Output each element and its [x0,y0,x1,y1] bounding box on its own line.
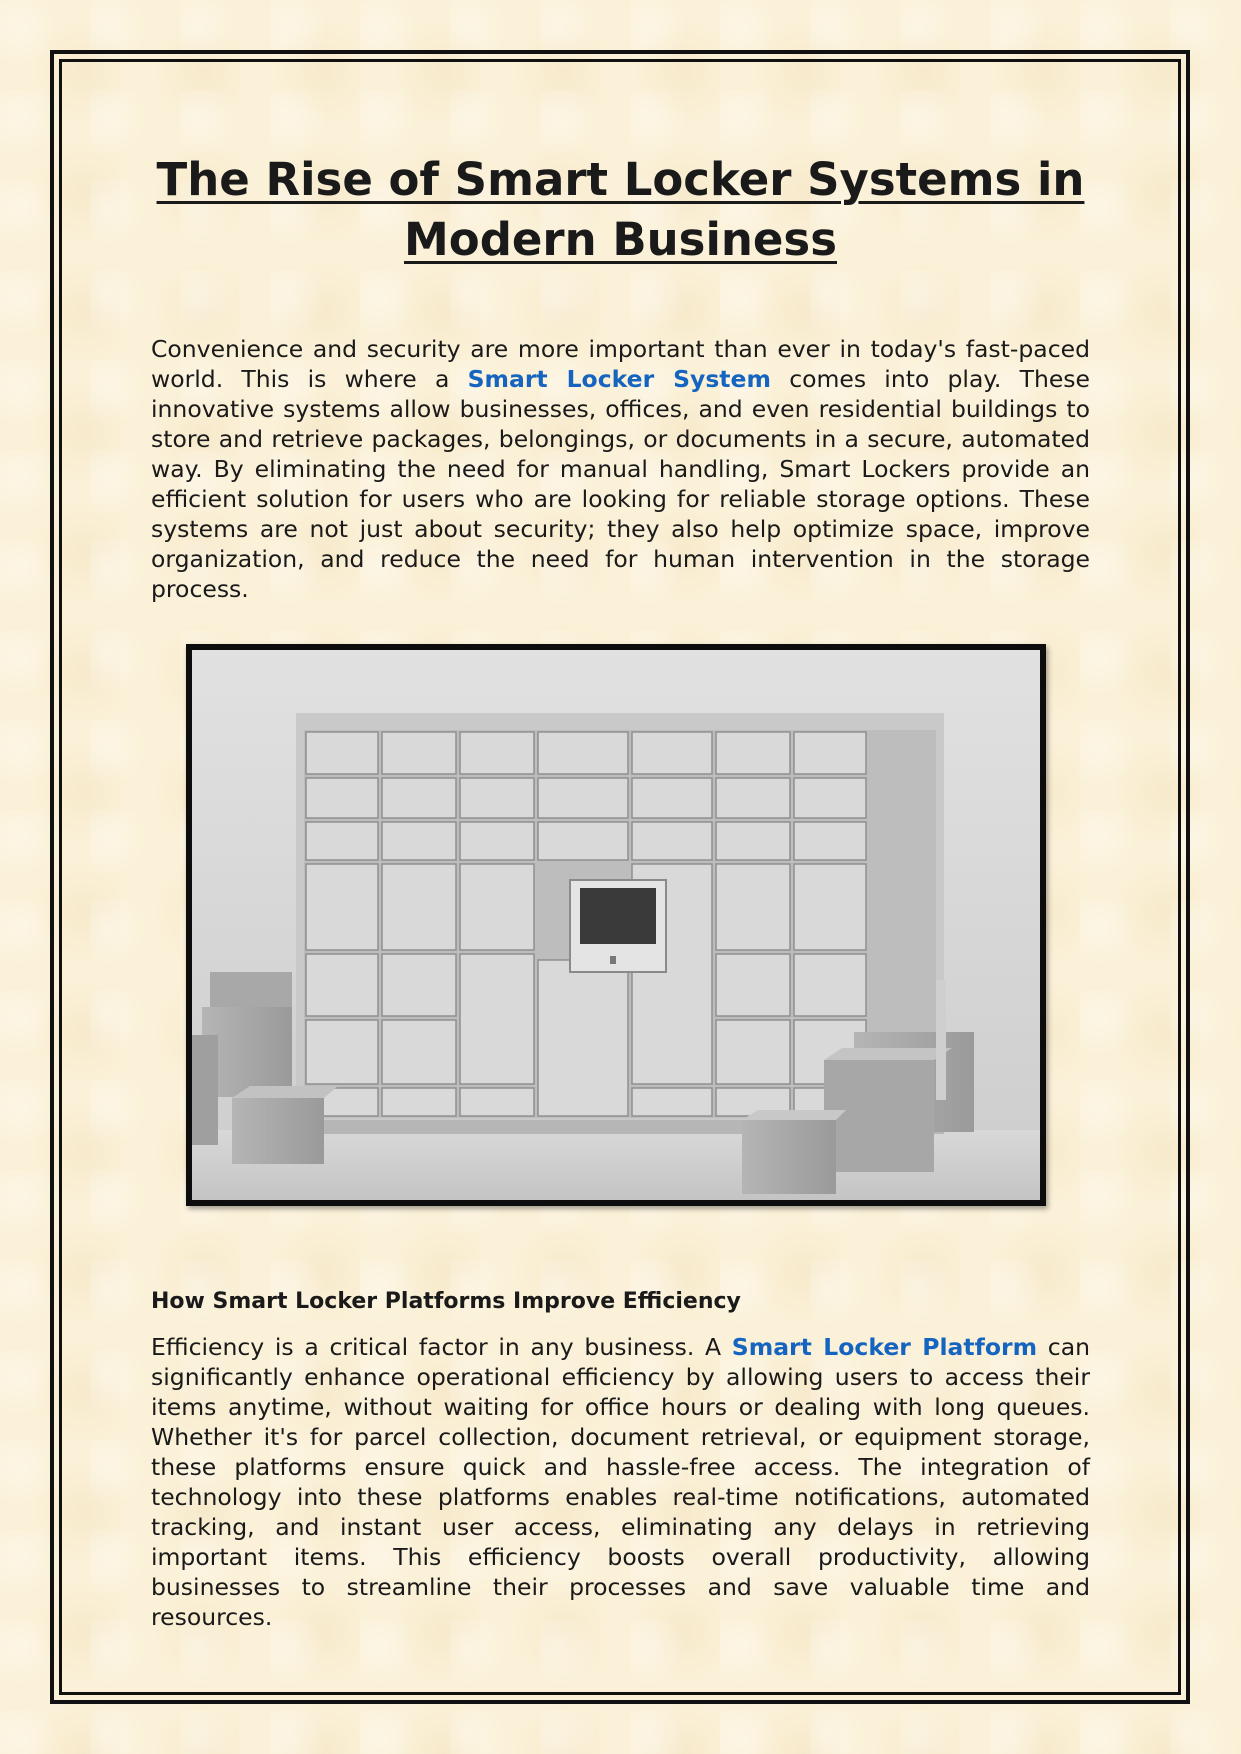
locker-door [716,1020,790,1084]
locker-door [716,954,790,1016]
locker-door [794,822,866,860]
section-text-end: can significantly enhance operational efficiency by allowing users to access their items anytime, without waiting for office hours or dealing with long queues. Whether it's for parcel collection, document retrieval, or equipment storage, these platforms ensure quick and hassle-free access. The integration of technology into these platforms enables real-time notifications, automated tracking, and instant user access, eliminating any delays in retrieving important items. This efficiency boosts overall productivity, allowing businesses to streamline their processes and save valuable time and resources. [151,1333,1090,1631]
locker-door [794,778,866,818]
locker-screen-panel [570,880,666,972]
locker-door [382,822,456,860]
locker-door [794,732,866,774]
locker-photo [186,644,1046,1206]
locker-door [716,822,790,860]
locker-door [460,954,534,1084]
locker-door [460,732,534,774]
locker-door [538,822,628,860]
intro-paragraph [151,334,1090,604]
smart-locker-platform-link[interactable]: Smart Locker Platform [731,1333,1038,1361]
locker-door [306,778,378,818]
document-title: The Rise of Smart Locker Systems in Modern Business [156,153,1085,266]
locker-door [632,778,712,818]
locker-door [632,822,712,860]
section-text-start: Efficiency is a critical factor in any business. A [151,1333,732,1361]
locker-door [538,960,628,1116]
locker-door [306,732,378,774]
locker-door [538,732,628,774]
locker-door [460,822,534,860]
locker-door [794,864,866,950]
intro-text-start: Convenience and security are more important than ever in today's fast-paced world. This is where a [151,335,1090,393]
locker-door [716,778,790,818]
section-heading: How Smart Locker Platforms Improve Efficiency [151,1289,741,1314]
section-paragraph [151,1332,1090,1632]
locker-door [460,864,534,950]
locker-door [306,864,378,950]
intro-text-end: comes into play. These innovative systems allow businesses, offices, and even residential buildings to store and retrieve packages, belongings, or documents in a secure, automated way. By eliminating the need for manual handling, Smart Lockers provide an efficient solution for users who are looking for reliable storage options. These systems are not just about security; they also help optimize space, improve organization, and reduce the need for human intervention in the storage process. [151,365,1090,603]
locker-door [382,864,456,950]
locker-door [382,732,456,774]
locker-door [382,954,456,1016]
locker-door [382,778,456,818]
smart-locker-system-link[interactable]: Smart Locker System [467,365,771,393]
locker-door [306,1020,378,1084]
efficiency-section [151,1288,1090,1632]
locker-door [306,954,378,1016]
locker-door [632,1088,712,1116]
locker-door [460,1088,534,1116]
locker-door [716,864,790,950]
locker-door [632,732,712,774]
locker-door [382,1020,456,1084]
locker-door [538,778,628,818]
locker-door [794,954,866,1016]
locker-door [306,822,378,860]
locker-door [382,1088,456,1116]
locker-door [716,732,790,774]
locker-illustration [192,650,1040,1200]
intro-block [151,150,1090,604]
locker-door [460,778,534,818]
